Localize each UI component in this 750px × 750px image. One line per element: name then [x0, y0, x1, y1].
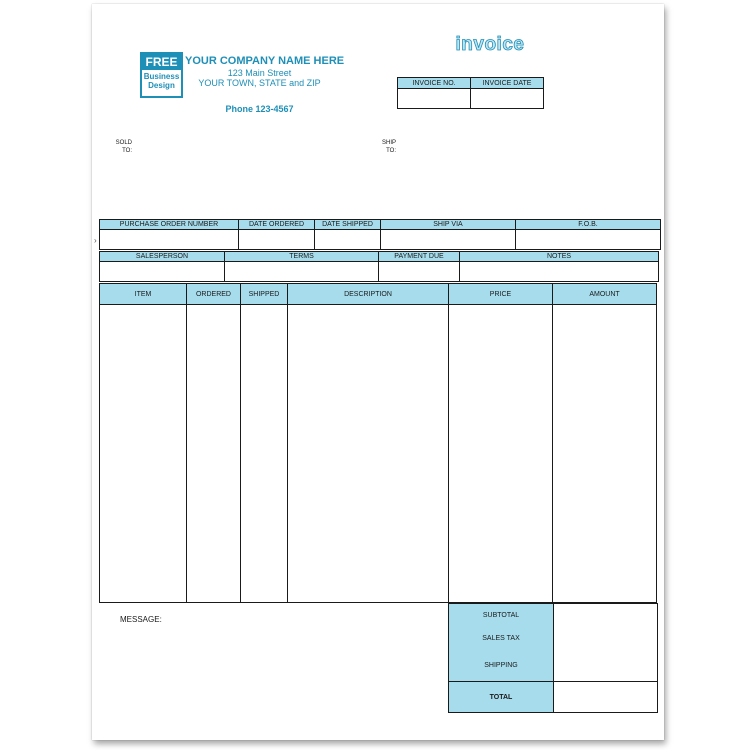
totals-table	[448, 603, 658, 713]
header-item: ITEM	[100, 284, 187, 305]
amount-column-body[interactable]	[553, 305, 657, 603]
company-street: 123 Main Street	[227, 68, 292, 78]
notes-field[interactable]	[460, 262, 659, 282]
sales-info-table	[99, 251, 659, 282]
message-area[interactable]	[172, 610, 442, 710]
salesperson-field[interactable]	[100, 262, 225, 282]
header-description: DESCRIPTION	[288, 284, 449, 305]
header-price: PRICE	[449, 284, 553, 305]
sold-to-area[interactable]	[140, 139, 370, 209]
company-name: YOUR COMPANY NAME HERE	[185, 55, 345, 67]
fob-field[interactable]	[516, 230, 661, 250]
ship-to-area[interactable]	[404, 139, 644, 209]
terms-field[interactable]	[225, 262, 379, 282]
logo	[140, 52, 183, 98]
company-city: YOUR TOWN, STATE and ZIP	[198, 78, 321, 88]
ship-via-field[interactable]	[381, 230, 516, 250]
header-payment-due: PAYMENT DUE	[379, 252, 460, 262]
sold-to-label	[112, 139, 132, 155]
ship-to-label	[376, 139, 396, 155]
item-column-body[interactable]	[100, 305, 187, 603]
ordered-column-body[interactable]	[187, 305, 241, 603]
sales-tax-label: SALES TAX	[449, 627, 554, 650]
invoice-form-page	[92, 4, 664, 740]
total-value-field[interactable]	[554, 682, 658, 713]
header-salesperson: SALESPERSON	[100, 252, 225, 262]
invoice-date-header: INVOICE DATE	[471, 78, 544, 89]
logo-top: FREE	[142, 54, 181, 70]
invoice-no-header: INVOICE NO.	[398, 78, 471, 89]
header-amount: AMOUNT	[553, 284, 657, 305]
totals-values-field[interactable]	[554, 604, 658, 682]
invoice-no-field[interactable]	[398, 89, 471, 109]
logo-line2: Design	[148, 81, 175, 90]
sold-label-line1: SOLD	[115, 140, 132, 146]
header-shipped: SHIPPED	[241, 284, 288, 305]
order-info-table	[99, 219, 661, 250]
header-terms: TERMS	[225, 252, 379, 262]
ship-label-line1: SHIP	[381, 140, 396, 146]
description-column-body[interactable]	[288, 305, 449, 603]
company-phone: Phone 123-4567	[225, 104, 294, 114]
shipped-column-body[interactable]	[241, 305, 288, 603]
price-column-body[interactable]	[449, 305, 553, 603]
date-shipped-field[interactable]	[315, 230, 381, 250]
date-ordered-field[interactable]	[239, 230, 315, 250]
total-label: TOTAL	[449, 682, 554, 713]
header-ship-via: SHIP VIA	[381, 220, 516, 230]
po-number-field[interactable]	[100, 230, 239, 250]
line-items-table	[99, 283, 657, 603]
ship-label-line2: TO:	[386, 148, 396, 154]
header-ordered: ORDERED	[187, 284, 241, 305]
invoice-date-field[interactable]	[471, 89, 544, 109]
header-fob: F.O.B.	[516, 220, 661, 230]
payment-due-field[interactable]	[379, 262, 460, 282]
sold-label-line2: TO:	[122, 148, 132, 154]
logo-line1: Business	[143, 72, 180, 81]
header-date-ordered: DATE ORDERED	[239, 220, 315, 230]
invoice-info-table	[397, 77, 544, 109]
fold-mark: ›	[94, 236, 97, 245]
header-po-number: PURCHASE ORDER NUMBER	[100, 220, 239, 230]
shipping-label: SHIPPING	[449, 650, 554, 682]
message-label: MESSAGE:	[120, 615, 162, 624]
header-notes: NOTES	[460, 252, 659, 262]
invoice-title: invoice	[455, 34, 525, 55]
header-date-shipped: DATE SHIPPED	[315, 220, 381, 230]
subtotal-label: SUBTOTAL	[449, 604, 554, 627]
